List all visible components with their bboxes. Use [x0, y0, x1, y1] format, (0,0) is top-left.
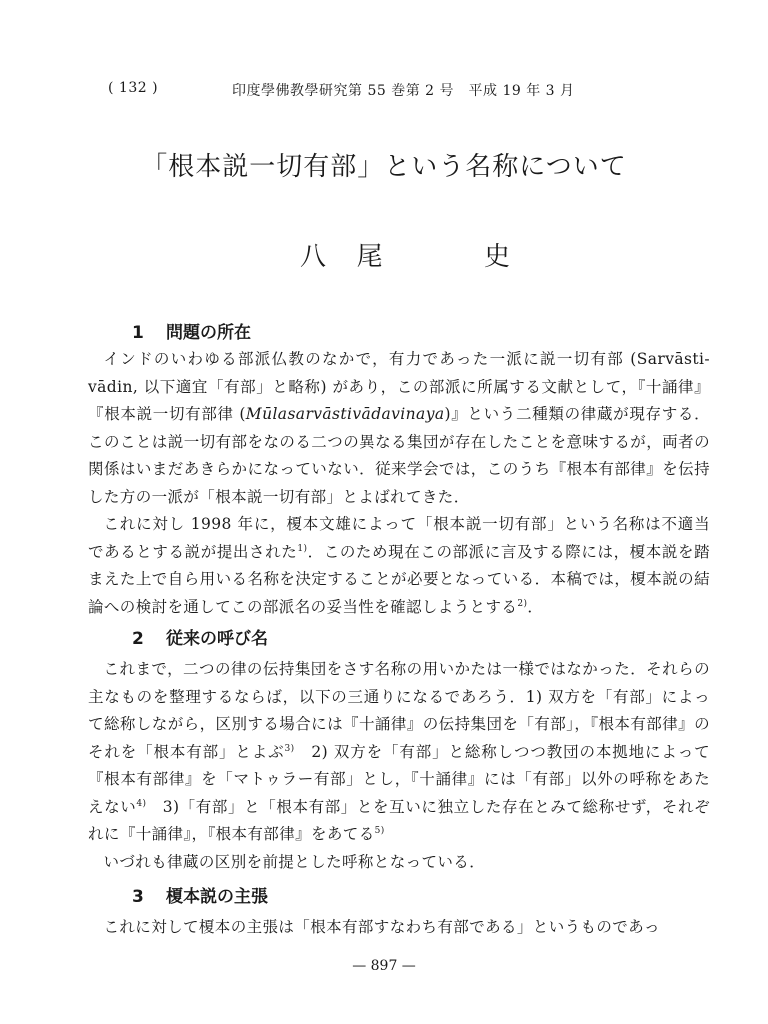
paragraph: インドのいわゆる部派仏教のなかで，有力であった一派に説一切有部 (Sarvāsti-vādin, 以下適宜「有部」と略称) があり，この部派に所属する文献として，『十誦律』『根本説一切有部律 (Mūlasarvāstivādavinaya)』という二種類の律蔵が現存する．このことは説一切有部をなのる二つの異なる集団が存在したことを意味するが，両者の関係はいまだあきらかになっていない．従来学会では，このうち『根本有部律』を伝持した方の一派が「根本説一切有部」とよばれてきた．: [88, 350, 711, 506]
paragraph: これに対して榎本の主張は「根本有部すなわち有部である」というものであっ: [103, 918, 660, 936]
footnote-ref: 5): [374, 826, 385, 836]
section-number: 3: [132, 887, 144, 907]
page-footer-number: — 897 —: [352, 958, 416, 974]
author-name: [300, 236, 510, 273]
header-journal-info: 印度學佛教學研究第 55 巻第 2 号 平成 19 年 3 月: [232, 83, 575, 99]
section-1-body: [88, 346, 710, 621]
footnote-ref: 4): [136, 798, 147, 809]
author-given-name: 史: [483, 242, 510, 272]
section-title: 従来の呼び名: [166, 629, 268, 649]
footnote-ref: 3): [284, 743, 295, 754]
section-1-heading: [132, 318, 251, 343]
section-number: 1: [132, 323, 144, 343]
footnote-ref: 2): [517, 598, 528, 609]
section-3-body: [88, 914, 710, 942]
author-family-char-2: 尾: [356, 242, 383, 272]
header-page-number: ( 132 ): [108, 80, 159, 96]
italic-title: Mūlasarvāstivādavinaya: [245, 405, 445, 423]
section-2-body: [88, 656, 710, 876]
section-title: 問題の所在: [166, 323, 251, 343]
paragraph: これに対し 1998 年に，榎本文雄によって「根本説一切有部」という名称は不適当であるとする説が提出された$^{1)}$．このため現在この部派に言及する際には，榎本説を踏まえた上で自ら用いる名称を決定することが必要となっている．本稿では，榎本説の結論への検討を通してこの部派名の妥当性を確認しようとする$^{2)}$．: [88, 515, 710, 616]
paragraph: いづれも律蔵の区別を前提とした呼称となっている．: [103, 852, 486, 871]
section-number: 2: [132, 629, 144, 649]
article-title: 「根本説一切有部」という名称について: [141, 152, 627, 182]
paragraph: これまで，二つの律の伝持集団をさす名称の用いかたは一様ではなかった．それらの主なものを整理するならば，以下の三通りになるであろう．1) 双方を「有部」によって総称しながら，区別する場合には『十誦律』の伝持集団を「有部」，『根本有部律』のそれを「根本有部」とよぶ$^{3)}$ 2) 双方を「有部」と総称しつつ教団の本拠地によって『根本有部律』を「マトゥラー有部」とし，『十誦律』には「有部」以外の呼称をあたえない$^{4)}$ 3)「有部」と「根本有部」とを互いに独立した存在とみて総称せず，それぞれに『十誦律』，『根本有部律』をあてる$^{5)}$: [88, 660, 711, 843]
author-family-char-1: 八: [300, 242, 327, 272]
section-title: 榎本説の主張: [166, 887, 268, 907]
section-3-heading: [132, 882, 268, 907]
running-header: [0, 80, 768, 104]
section-2-heading: [132, 624, 268, 649]
footnote-ref: 1): [297, 543, 308, 554]
